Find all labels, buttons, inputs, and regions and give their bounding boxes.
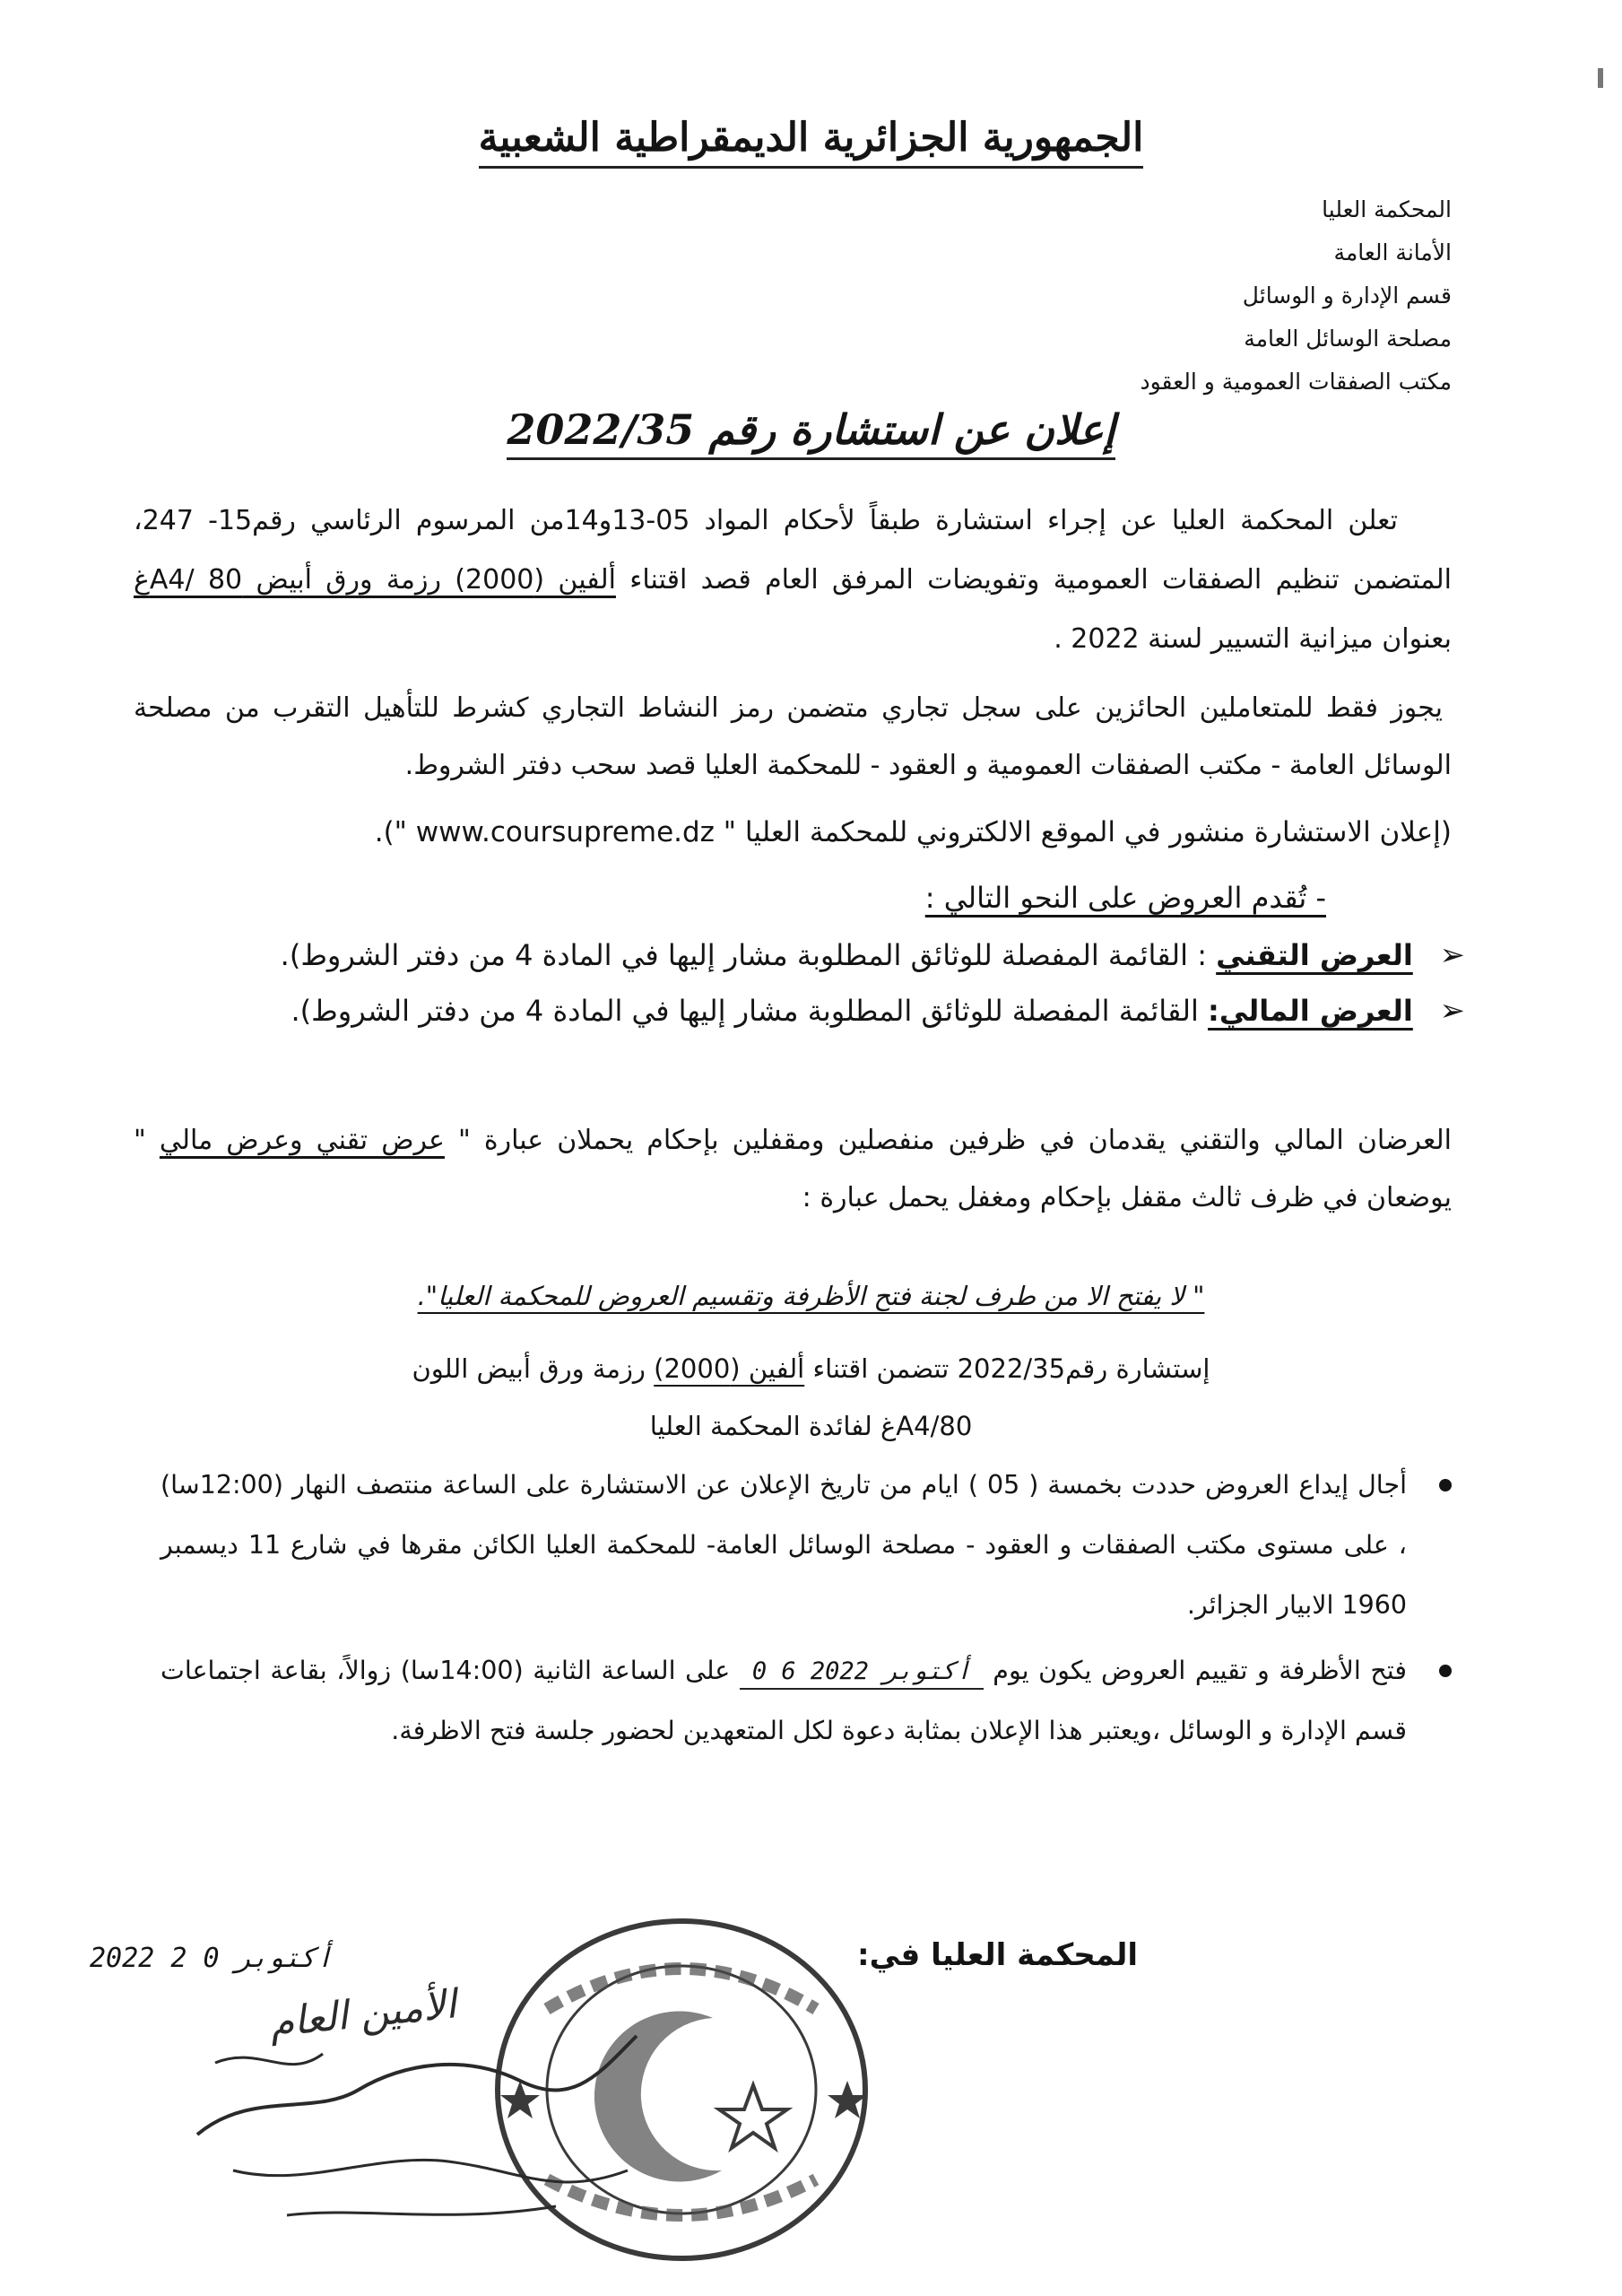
- offer-financial: [291, 984, 1465, 1038]
- p1-budget: بعنوان ميزانية التسيير لسنة 2022 .: [1054, 623, 1452, 655]
- p1-quantity: ألفين (2000) رزمة ورق أبيض A4/ 80غ: [134, 564, 616, 596]
- financial-offer-label: العرض المالي:: [1208, 994, 1413, 1028]
- subject-line-1a: إستشارة رقم2022/35 تتضمن اقتناء: [812, 1353, 1210, 1384]
- consultation-subject: [0, 1340, 1622, 1455]
- subject-quantity: ألفين (2000): [654, 1353, 805, 1384]
- bullet-2-text-a: فتح الأظرفة و تقييم العروض يكون يوم: [993, 1656, 1408, 1685]
- opening-date-stamp: 0 6 أكتوبر 2022: [740, 1656, 984, 1690]
- announcement-title: [0, 405, 1622, 454]
- arrow-icon: ➢: [1439, 937, 1465, 973]
- margin-mark: [1598, 68, 1603, 88]
- republic-header: [0, 115, 1622, 161]
- subject-line-1: [0, 1340, 1622, 1397]
- deadline-bullets: [160, 1455, 1452, 1766]
- paragraph-eligibility: يجوز فقط للمتعاملين الحائزين على سجل تجاري متضمن رمز النشاط التجاري كشرط للتأهيل التقرب من مصلحة الوسائل العامة - مكتب الصفقات العمومية و العقود - للمحكمة العليا قصد سحب دفتر الشروط.: [134, 692, 1452, 781]
- arrow-icon: ➢: [1439, 993, 1465, 1029]
- paragraph-website: (إعلان الاستشارة منشور في الموقع الالكتروني للمحكمة العليا " www.coursupreme.dz ").: [374, 816, 1452, 848]
- republic-title: الجمهورية الجزائرية الديمقراطية الشعبية: [479, 115, 1144, 169]
- offer-technical: [281, 928, 1465, 982]
- p5-end: " يوضعان في ظرف ثالث مقفل بإحكام ومغفل يحمل عبارة :: [134, 1125, 1452, 1213]
- sealed-note-text: " لا يفتح الا من طرف لجنة فتح الأظرفة وتقسيم العروض للمحكمة العليا".: [417, 1281, 1205, 1311]
- paragraph-envelopes: [134, 1112, 1452, 1227]
- signature-date-stamp: 2022 أكتوبر 0 2: [90, 1943, 333, 1974]
- p1-text: تعلن المحكمة العليا عن إجراء استشارة طبقاً لأحكام المواد 05-13و14من المرسوم الرئاسي رقم15- 247، المتضمن تنظيم الصفقات العمومية وتفويضات المرفق العام قصد اقتناء: [134, 505, 1452, 596]
- issuer-line: قسم الإدارة و الوسائل: [1242, 283, 1452, 309]
- subject-line-1b: رزمة ورق أبيض اللون: [412, 1353, 646, 1384]
- paragraph-legal-basis: [134, 491, 1452, 669]
- subject-line-2: 80/A4غ لفائدة المحكمة العليا: [649, 1411, 973, 1441]
- announcement-title-text: إعلان عن استشارة رقم 2022/35: [507, 405, 1115, 460]
- issuer-line: الأمانة العامة: [1333, 239, 1452, 265]
- bullet-dot-icon: [1439, 1479, 1452, 1492]
- bullet-opening-session: [160, 1640, 1452, 1761]
- p5-start: العرضان المالي والتقني يقدمان في ظرفين منفصلين ومقفلين بإحكام يحملان عبارة ": [458, 1125, 1452, 1156]
- technical-offer-text: : القائمة المفصلة للوثائق المطلوبة مشار إليها في المادة 4 من دفتر الشروط).: [280, 938, 1207, 972]
- signature-handwriting: الأمين العام: [266, 1981, 459, 2047]
- sealed-envelope-note: [0, 1281, 1622, 1311]
- place-of-signature: المحكمة العليا في:: [857, 1937, 1138, 1973]
- issuer-line: مصلحة الوسائل العامة: [1244, 326, 1452, 352]
- bullet-1-text: أجال إيداع العروض حددت بخمسة ( 05 ) ايام من تاريخ الإعلان عن الاستشارة على الساعة منتصف النهار (12:00سا) ، على مستوى مكتب الصفقات و العقود - مصلحة الوسائل العامة- للمحكمة العليا الكائن مقرها في شارع 11 ديسمبر 1960 الابيار الجزائر.: [160, 1470, 1407, 1620]
- p5-offer-words: عرض تقني وعرض مالي: [159, 1125, 445, 1156]
- issuer-line: المحكمة العليا: [1322, 196, 1452, 222]
- bullet-deposit-deadline: [160, 1455, 1452, 1635]
- paragraph-offers-intro: - تُقدم العروض على النحو التالي :: [924, 881, 1326, 915]
- bullet-2-text-b: على الساعة الثانية (14:00سا) زوالاً، بقاعة اجتماعات قسم الإدارة و الوسائل ،ويعتبر هذا الإعلان بمثابة دعوة لكل المتعهدين لحضور جلسة فتح الاظرفة.: [160, 1656, 1407, 1745]
- issuer-line: مكتب الصفقات العمومية و العقود: [1140, 369, 1452, 395]
- financial-offer-text: القائمة المفصلة للوثائق المطلوبة مشار إليها في المادة 4 من دفتر الشروط).: [291, 994, 1199, 1028]
- issuer-block: [1141, 188, 1453, 404]
- bullet-dot-icon: [1439, 1665, 1452, 1677]
- technical-offer-label: العرض التقني: [1216, 938, 1413, 972]
